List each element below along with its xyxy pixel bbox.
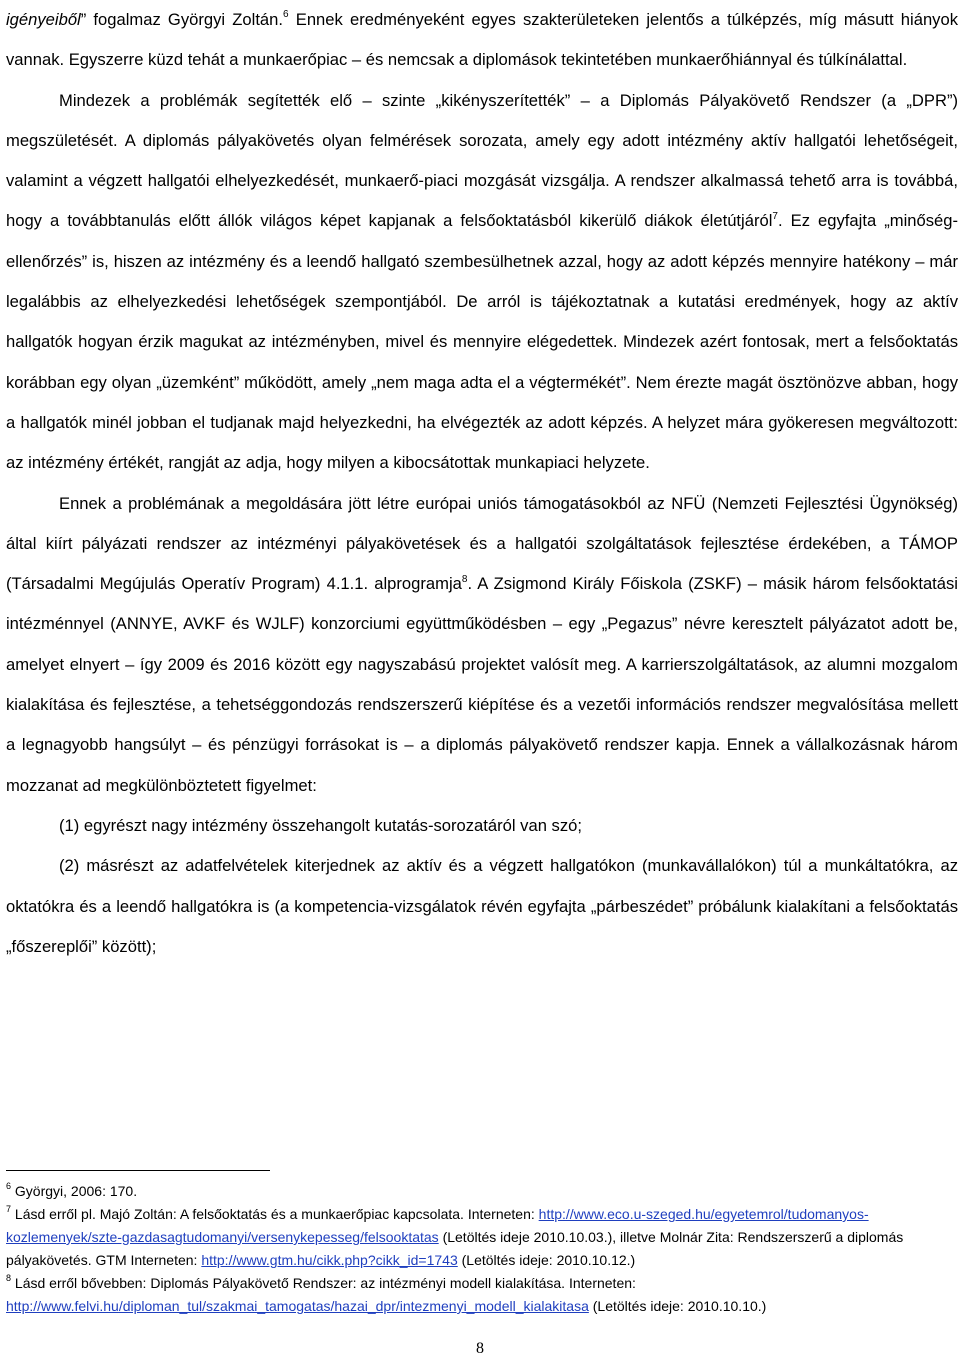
footnote-6-number: 6 bbox=[6, 1181, 12, 1192]
footnote-separator bbox=[6, 1170, 270, 1171]
list-item-2: (2) másrészt az adatfelvételek kiterjednek az aktív és a végzett hallgatókon (munkavállalókon) túl a munkáltatókra, az oktatókra és a leendő hallgatókra is (a kompetencia-vizsgálatok révén egyfajta „párbeszédet” próbálunk kialakítani a felsőoktatás „főszereplői” között); bbox=[6, 856, 958, 956]
paragraph-3-text-a: Ennek a problémának a megoldására jött létre európai uniós támogatásokból az NFÜ (Nemzeti Fejlesztési Ügynökség) által kiírt pályázati rendszer az intézményi pályakövetések és a hallgatói szolgáltatások fejlesztése érdekében, a TÁMOP (Társadalmi Megújulás Operatív Program) 4.1.1. alprogramja bbox=[6, 493, 958, 594]
list-item-1: (1) egyrészt nagy intézmény összehangolt kutatás-sorozatáról van szó; bbox=[59, 815, 582, 835]
footnote-6 bbox=[6, 1180, 956, 1203]
footnote-7-number: 7 bbox=[6, 1204, 12, 1215]
footnote-7-text-c: (Letöltés ideje: 2010.10.12.) bbox=[457, 1252, 636, 1268]
page-number: 8 bbox=[476, 1340, 484, 1357]
footnote-ref-8[interactable]: 8 bbox=[461, 573, 468, 585]
footnote-8-link-felvi[interactable]: http://www.felvi.hu/diploman_tul/szakmai_tamogatas/hazai_dpr/intezmenyi_modell_kialakitasa bbox=[6, 1298, 589, 1314]
footnote-ref-6[interactable]: 6 bbox=[283, 9, 289, 21]
footnote-8-text-b: (Letöltés ideje: 2010.10.10.) bbox=[588, 1298, 767, 1314]
footnote-7-link-gtm[interactable]: http://www.gtm.hu/cikk.php?cikk_id=1743 bbox=[201, 1252, 458, 1268]
footnote-ref-7[interactable]: 7 bbox=[772, 210, 778, 222]
paragraph-1-text-a: ” fogalmaz Györgyi Zoltán. bbox=[80, 10, 284, 29]
paragraph-2 bbox=[6, 81, 958, 484]
italic-quote-end: igényeiből bbox=[6, 10, 81, 29]
footnote-7-text-a: Lásd erről pl. Majó Zoltán: A felsőoktatás és a munkaerőpiac kapcsolata. Interneten: bbox=[11, 1206, 539, 1222]
footnote-7 bbox=[6, 1203, 956, 1272]
paragraph-2-text-a: Mindezek a problémák segítették elő – szinte „kikényszerítették” – a Diplomás Pályakövető Rendszer (a „DPR”) megszületését. A diplomás pályakövetés olyan felmérések sorozata, amely egy adott intézmény aktív hallgatói lehetőségeit, valamint a végzett hallgatói elhelyezkedését, munkaerő-piaci mozgását vizsgálja. A rendszer alkalmassá tehető arra is továbbá, hogy a továbbtanulás előtt állók világos képet kapjanak a felsőoktatásból kikerülő diákok életútjáról bbox=[6, 90, 958, 231]
paragraph-3 bbox=[6, 484, 958, 806]
footnotes bbox=[6, 1180, 956, 1318]
document-page bbox=[6, 0, 958, 967]
footnote-8-text-a: Lásd erről bővebben: Diplomás Pályakövető Rendszer: az intézményi modell kialakítása. Interneten: bbox=[11, 1275, 636, 1291]
footnote-6-text: Györgyi, 2006: 170. bbox=[11, 1183, 138, 1199]
paragraph-2-text-b: . Ez egyfajta „minőség-ellenőrzés” is, hiszen az intézmény és a leendő hallgató szembesülhetnek azzal, hogy az adott képzés mennyire hatékony – már legalábbis az elhelyezkedési lehetőségek szempontjából. De arról is tájékoztatnak a kutatási eredmények, hogy az aktív hallgatók hogyan érzik magukat az intézményben, mivel és mennyire elégedettek. Mindezek azért fontosak, mert a felsőoktatás korábban egy olyan „üzemként” működött, amely „nem maga adta el a végtermékét”. Nem érezte magát ösztönözve abban, hogy a hallgatók minél jobban el tudjanak majd helyezkedni, ha elvégezték az adott képzés. A helyzet mára gyökeresen megváltozott: az intézmény értékét, rangját az adja, hogy milyen a kibocsátottak munkapiaci helyzete. bbox=[6, 211, 959, 473]
footnote-8 bbox=[6, 1272, 956, 1318]
footnote-7-text-b: (Letöltés ideje 2010.10.03.), illetve Molnár Zita: Rendszerszerű a diplomás pályakövetés. GTM Interneten: bbox=[6, 1229, 904, 1268]
paragraph-1-text-b: Ennek eredményeként egyes szakterületeken jelentős a túlképzés, míg másutt hiányok vannak. Egyszerre küzd tehát a munkaerőpiac – és nemcsak a diplomások tekintetében munkaerőhiánnyal és túlkínálattal. bbox=[6, 10, 959, 70]
footnote-8-number: 8 bbox=[6, 1273, 12, 1284]
body-text bbox=[6, 0, 958, 967]
footnote-7-link-eco[interactable]: http://www.eco.u-szeged.hu/egyetemrol/tudomanyos-kozlemenyek/szte-gazdasagtudomanyi/versenykepesseg/felsooktatas bbox=[6, 1206, 869, 1245]
paragraph-3-text-b: . A Zsigmond Király Főiskola (ZSKF) – másik három felsőoktatási intézménnyel (ANNYE, AVKF és WJLF) konzorciumi együttműködésben – egy „Pegazus” névre keresztelt pályázatot adott be, amelyet elnyert – így 2009 és 2016 között egy nagyszabású projektet valósít meg. A karrierszolgáltatások, az alumni mozgalom kialakítása és fejlesztése, a tehetséggondozás rendszerszerű kiépítése és a vezetői információs rendszer megvalósítása mellett a legnagyobb hangsúlyt – és pénzügyi forrásokat is – a diplomás pályakövető rendszer kapja. Ennek a vállalkozásnak három mozzanat ad megkülönböztetett figyelmet: bbox=[6, 574, 958, 795]
paragraph-1 bbox=[6, 0, 958, 81]
